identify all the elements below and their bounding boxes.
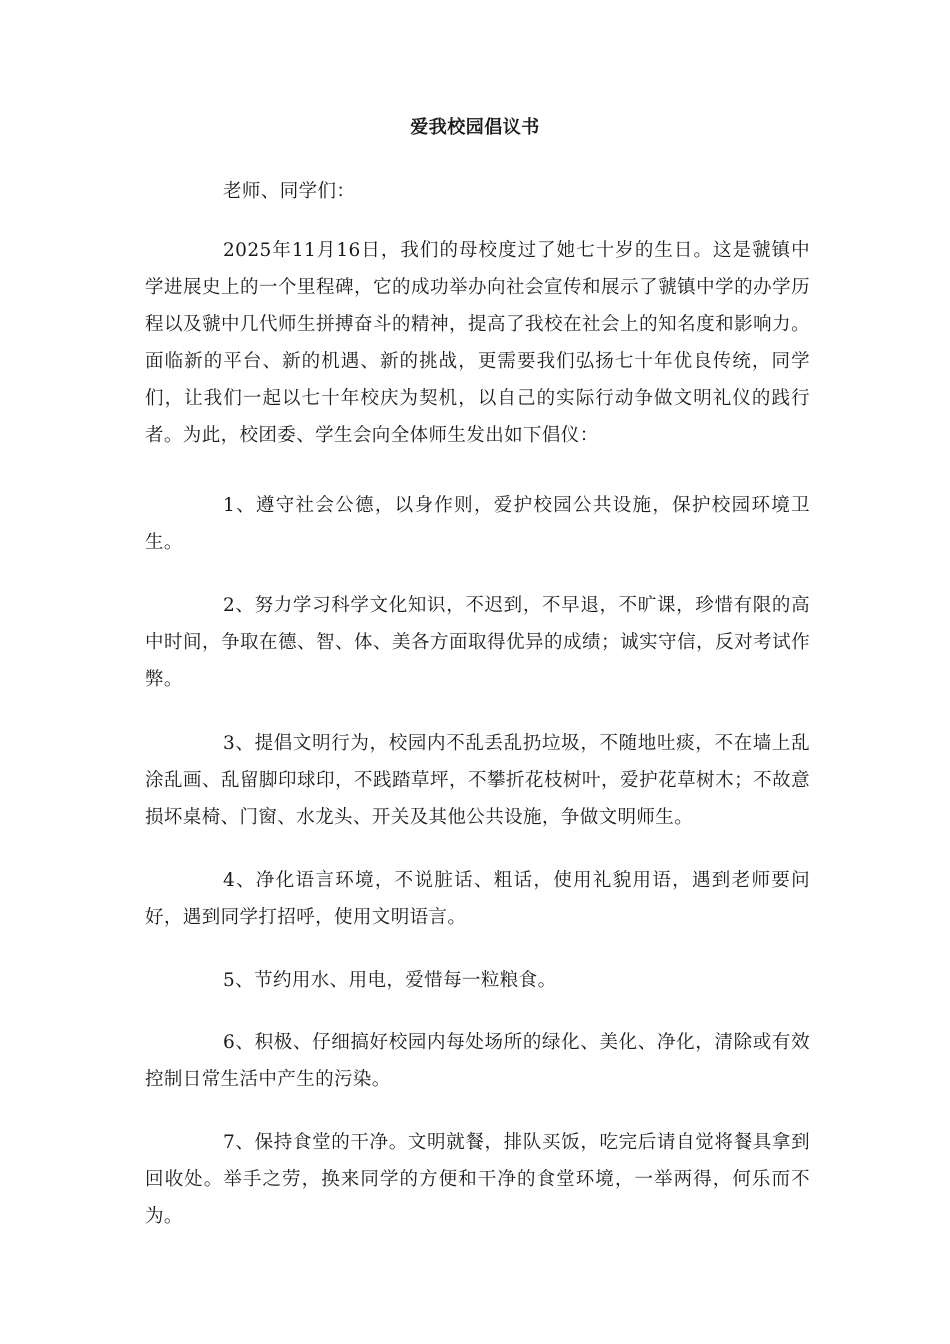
intro-paragraph: 2025年11月16日，我们的母校度过了她七十岁的生日。这是虢镇中学进展史上的一个里程碑，它的成功举办向社会宣传和展示了虢镇中学的办学历程以及虢中几代师生拼搏奋斗的精神，提高了我校在社会上的知名度和影响力。面临新的平台、新的机遇、新的挑战，更需要我们弘扬七十年优良传统，同学们，让我们一起以七十年校庆为契机，以自己的实际行动争做文明礼仪的践行者。为此，校团委、学生会向全体师生发出如下倡仪： [145,240,810,446]
proposal-item-5: 5、节约用水、用电，爱惜每一粒粮食。 [223,970,557,991]
proposal-item-7: 7、保持食堂的干净。文明就餐，排队买饭，吃完后请自觉将餐具拿到回收处。举手之劳，换来同学的方便和干净的食堂环境，一举两得，何乐而不为。 [145,1132,810,1227]
item-block-2 [145,587,810,698]
proposal-item-3: 3、提倡文明行为，校园内不乱丢乱扔垃圾，不随地吐痰，不在墙上乱涂乱画、乱留脚印球印，不践踏草坪，不攀折花枝树叶，爱护花草树木；不故意损坏桌椅、门窗、水龙头、开关及其他公共设施，争做文明师生。 [145,733,810,828]
greeting: 老师、同学们： [223,181,356,202]
proposal-item-4: 4、净化语言环境，不说脏话、粗话，使用礼貌用语，遇到老师要问好，遇到同学打招呼，使用文明语言。 [145,870,810,928]
item-block-7 [145,1124,810,1235]
document-title: 爱我校园倡议书 [410,117,540,138]
proposal-item-2: 2、努力学习科学文化知识，不迟到，不早退，不旷课，珍惜有限的高中时间，争取在德、智、体、美各方面取得优异的成绩；诚实守信，反对考试作弊。 [145,595,810,690]
item-block-6 [145,1024,810,1098]
item-block-5 [145,962,810,999]
intro-block [145,232,810,454]
item-block-4 [145,862,810,936]
proposal-item-1: 1、遵守社会公德，以身作则，爱护校园公共设施，保护校园环境卫生。 [145,495,810,553]
item-block-3 [145,725,810,836]
item-block-1 [145,487,810,561]
proposal-item-6: 6、积极、仔细搞好校园内每处场所的绿化、美化、净化，清除或有效控制日常生活中产生的污染。 [145,1032,810,1090]
